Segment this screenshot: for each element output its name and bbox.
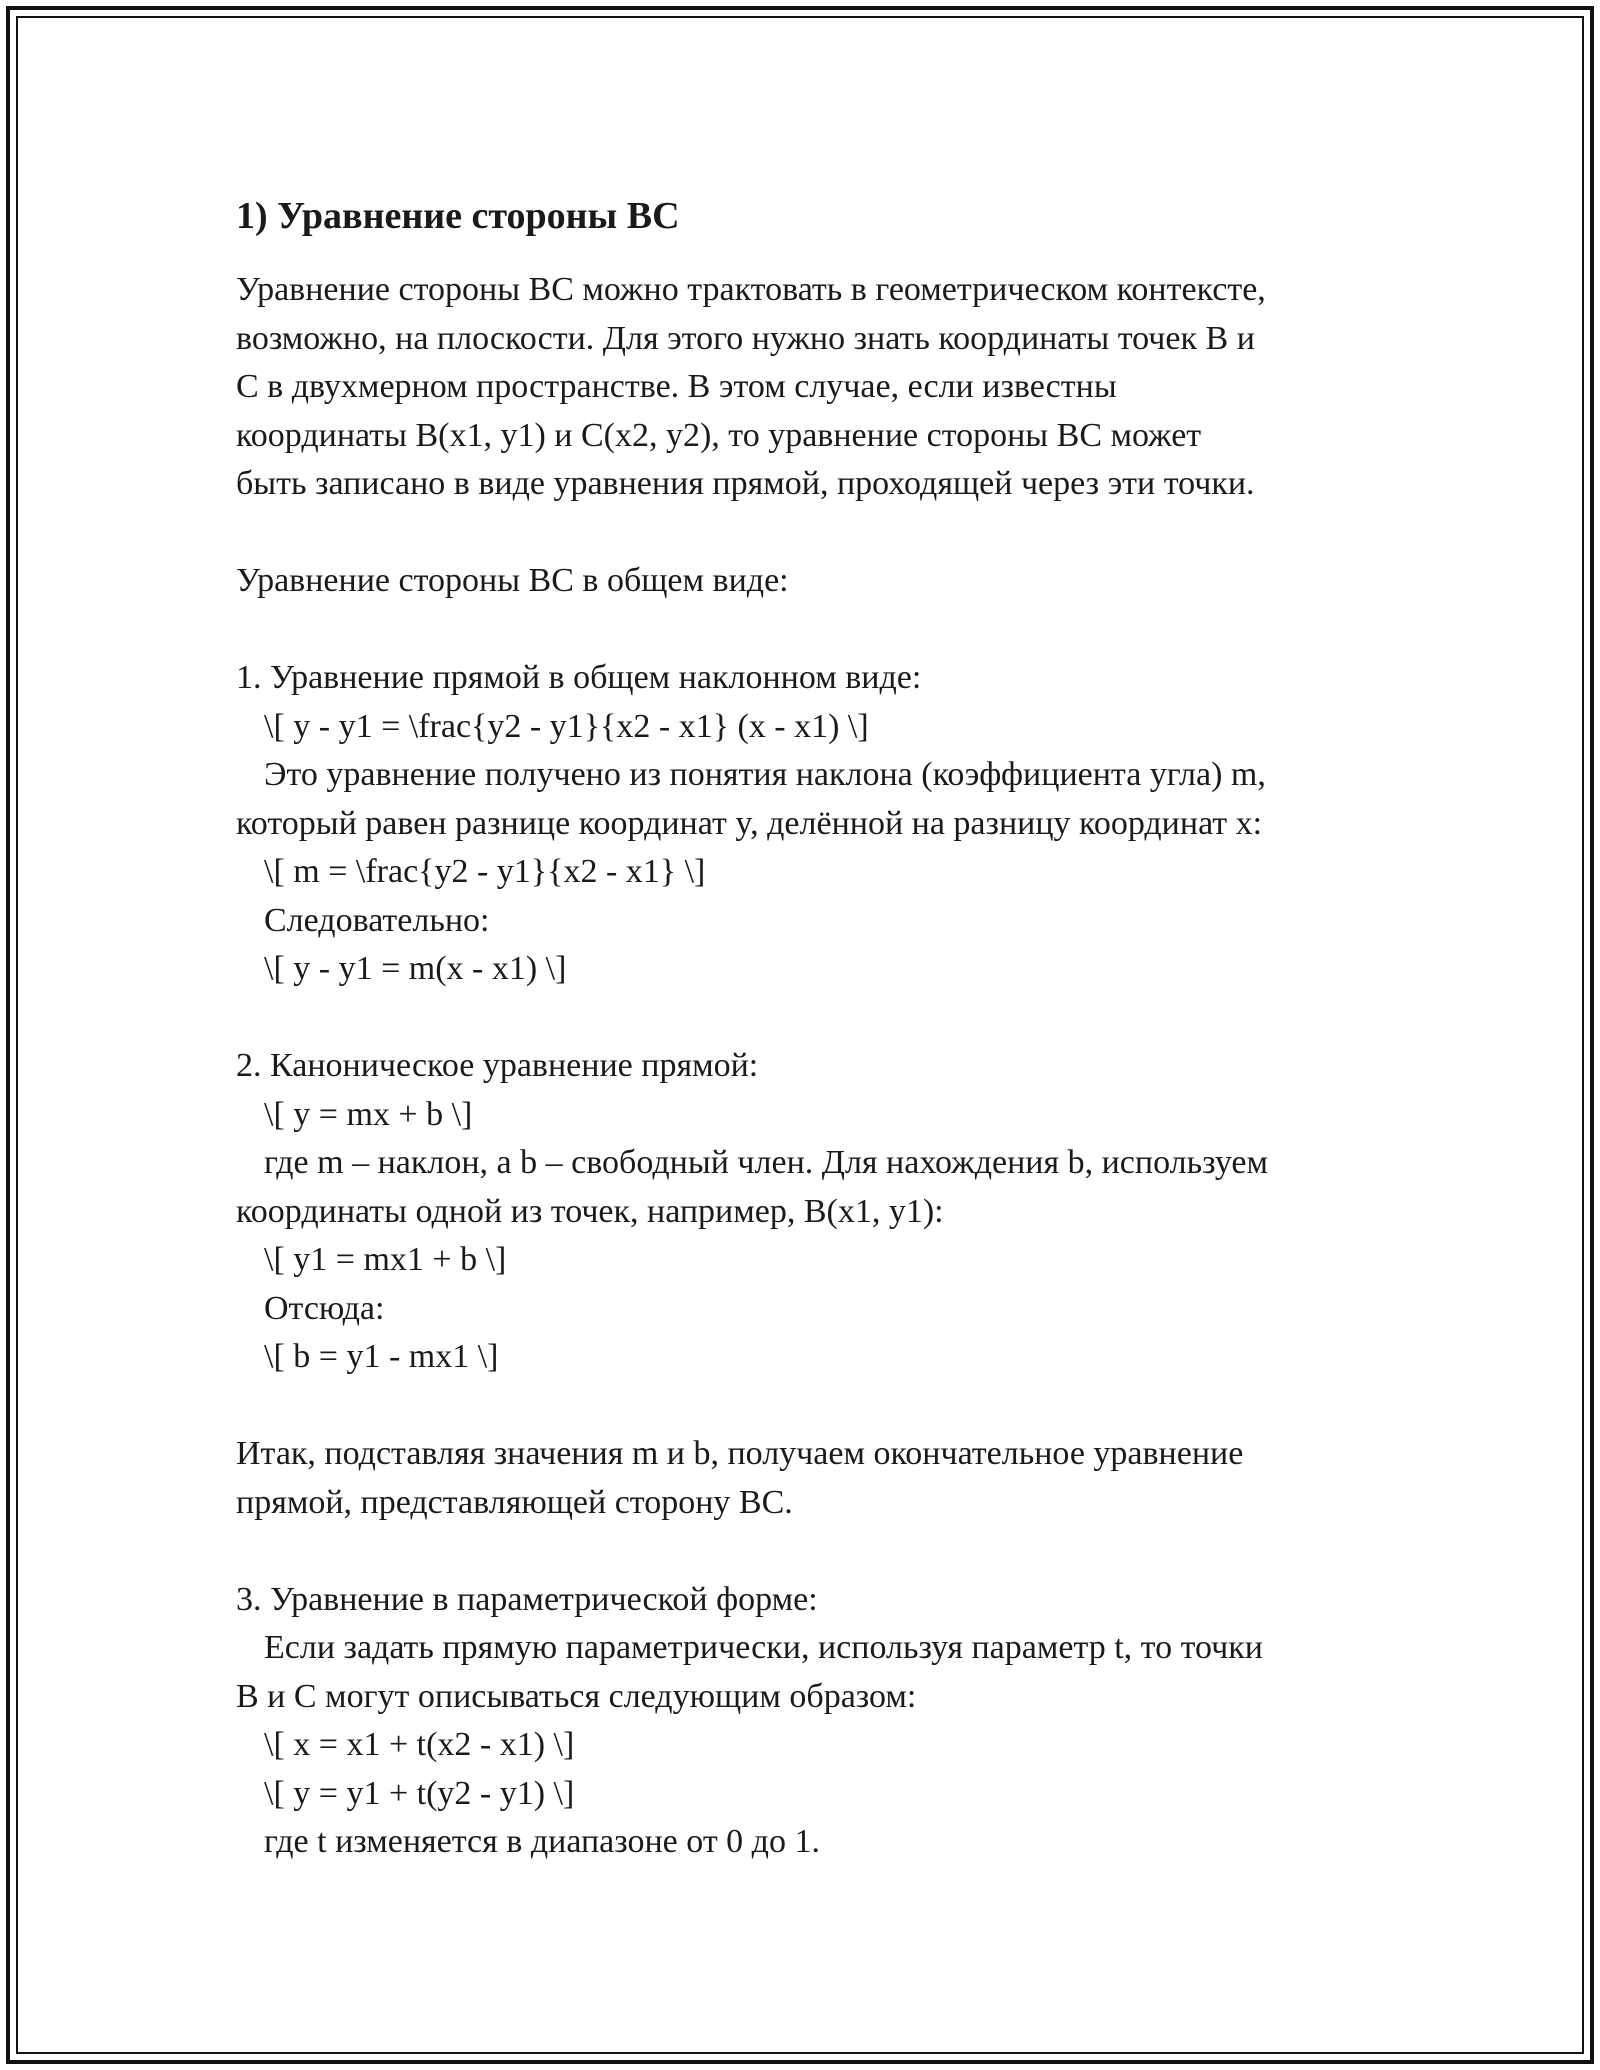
list-item-heading: 1. Уравнение прямой в общем наклонном виде: [236, 659, 922, 696]
section-heading: 1) Уравнение стороны BC [236, 195, 680, 237]
paragraph-line: координаты B(x1, y1) и C(x2, y2), то уравнение стороны BC может [236, 416, 1202, 454]
paragraph-line: координаты одной из точек, например, B(x1, y1): [236, 1192, 944, 1230]
paragraph-line: который равен разнице координат y, делённой на разницу координат x: [236, 804, 1263, 842]
paragraph-line: Уравнение стороны BC можно трактовать в геометрическом контексте, [236, 271, 1266, 308]
paragraph-line: где m – наклон, а b – свободный член. Для нахождения b, используем [264, 1144, 1268, 1181]
paragraph-line: Итак, подставляя значения m и b, получаем окончательное уравнение [236, 1435, 1244, 1472]
spacer [236, 509, 1416, 558]
paragraph-line: Если задать прямую параметрически, используя параметр t, то точки [264, 1629, 1263, 1666]
document-body [236, 188, 1416, 1867]
formula-line: \[ y = y1 + t(y2 - y1) \] [264, 1774, 575, 1812]
spacer [236, 1382, 1416, 1431]
paragraph-line: C в двухмерном пространстве. В этом случае, если известны [236, 368, 1117, 405]
spacer [236, 244, 1416, 266]
list-item-heading: 2. Каноническое уравнение прямой: [236, 1047, 759, 1084]
paragraph-line: прямой, представляющей сторону BC. [236, 1483, 793, 1521]
list-item-heading: 3. Уравнение в параметрической форме: [236, 1580, 818, 1618]
paragraph-line: B и C могут описываться следующим образом: [236, 1677, 917, 1715]
formula-line: \[ y - y1 = m(x - x1) \] [264, 950, 567, 987]
paragraph-line: Следовательно: [264, 901, 490, 939]
spacer [236, 994, 1416, 1043]
formula-line: \[ x = x1 + t(x2 - x1) \] [264, 1726, 575, 1763]
formula-line: \[ m = \frac{y2 - y1}{x2 - x1} \] [264, 853, 706, 890]
paragraph-line: быть записано в виде уравнения прямой, проходящей через эти точки. [236, 465, 1255, 502]
spacer [236, 606, 1416, 655]
spacer [236, 1527, 1416, 1576]
formula-line: \[ y - y1 = \frac{y2 - y1}{x2 - x1} (x - x1) \] [264, 707, 869, 745]
paragraph-line: Отсюда: [264, 1289, 385, 1327]
paragraph-line: возможно, на плоскости. Для этого нужно знать координаты точек B и [236, 319, 1255, 357]
formula-line: \[ b = y1 - mx1 \] [264, 1338, 499, 1375]
paragraph-line: Это уравнение получено из понятия наклона (коэффициента угла) m, [264, 756, 1266, 793]
paragraph-line: Уравнение стороны BC в общем виде: [236, 562, 789, 599]
formula-line: \[ y = mx + b \] [264, 1095, 473, 1133]
formula-line: \[ y1 = mx1 + b \] [264, 1241, 507, 1278]
paragraph-line: где t изменяется в диапазоне от 0 до 1. [264, 1823, 820, 1860]
